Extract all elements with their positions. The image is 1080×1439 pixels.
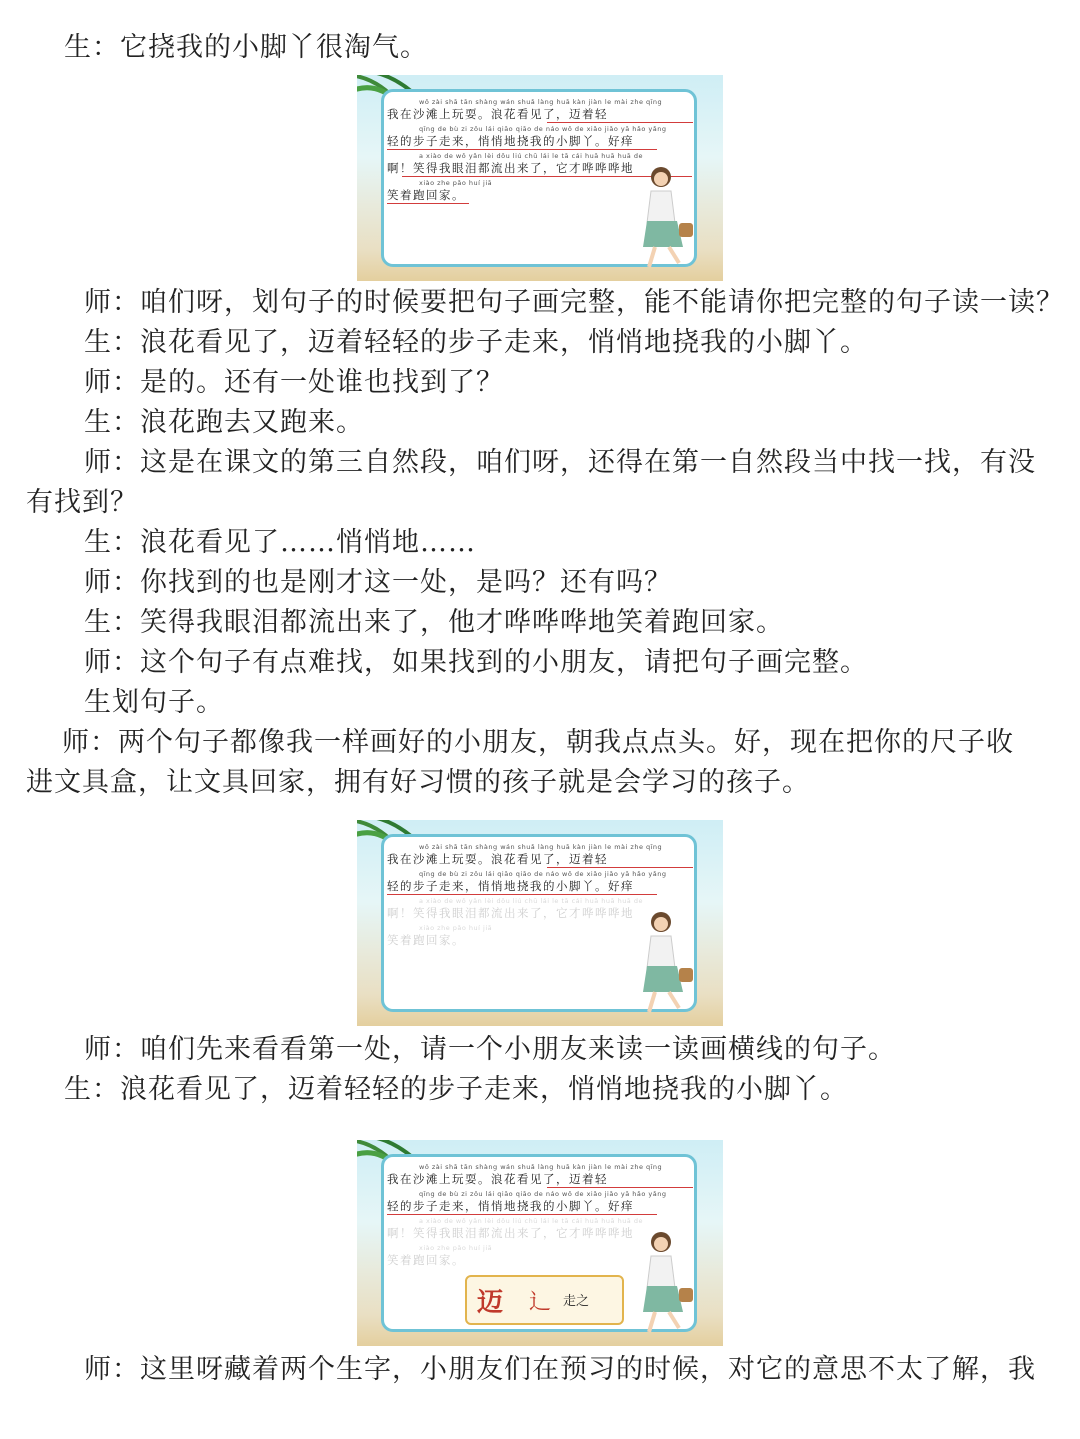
slide-text-line: 啊！笑得我眼泪都流出来了，它才哗哗哗地: [387, 161, 634, 175]
character-card: [465, 1275, 624, 1325]
slide-text-line: 笑着跑回家。: [387, 933, 465, 947]
pinyin-line: xiào zhe pǎo huí jiā: [419, 1244, 493, 1252]
girl-illustration-icon: [629, 908, 699, 1018]
pinyin-line: qīng de bù zi zǒu lái qiāo qiāo de náo wǒ de xiǎo jiǎo yā hǎo yǎng: [419, 125, 667, 133]
slide-text-line: 笑着跑回家。: [387, 188, 465, 202]
underline: [387, 894, 657, 895]
pinyin-line: a xiào de wǒ yǎn lèi dōu liú chū lái le tā cái huā huā huā de: [419, 152, 643, 160]
radical-name: 走之: [563, 1294, 590, 1309]
slide-text-line: 我在沙滩上玩耍。浪花看见了，迈着轻: [387, 852, 608, 866]
dialogue-line-7: 有找到？: [26, 487, 138, 518]
girl-illustration-icon: [629, 1228, 699, 1338]
underline: [547, 122, 693, 123]
slide-text-line: 笑着跑回家。: [387, 1253, 465, 1267]
dialogue-line-14: 进文具盒，让文具回家，拥有好习惯的孩子就是会学习的孩子。: [26, 767, 810, 798]
underline: [387, 149, 657, 150]
lesson-slide-2: [357, 820, 723, 1026]
underline: [547, 1187, 693, 1188]
dialogue-line-16: 生：浪花看见了，迈着轻轻的步子走来，悄悄地挠我的小脚丫。: [64, 1074, 848, 1105]
dialogue-line-11: 师：这个句子有点难找，如果找到的小朋友，请把句子画完整。: [84, 647, 868, 678]
dialogue-line-13: 师：两个句子都像我一样画好的小朋友，朝我点点头。好，现在把你的尺子收: [62, 727, 1014, 758]
pinyin-line: qīng de bù zi zǒu lái qiāo qiāo de náo wǒ de xiǎo jiǎo yā hǎo yǎng: [419, 1190, 667, 1198]
underline: [547, 867, 693, 868]
pinyin-line: xiào zhe pǎo huí jiā: [419, 179, 493, 187]
slide-text-line: 轻的步子走来，悄悄地挠我的小脚丫。好痒: [387, 1199, 634, 1213]
dialogue-line-10: 生：笑得我眼泪都流出来了，他才哗哗哗地笑着跑回家。: [84, 607, 784, 638]
underline: [387, 203, 469, 204]
pinyin-line: wǒ zài shā tān shàng wán shuǎ làng huā kàn jiàn le mài zhe qīng: [419, 98, 663, 106]
dialogue-line-3: 生：浪花看见了，迈着轻轻的步子走来，悄悄地挠我的小脚丫。: [84, 327, 868, 358]
lesson-slide-3: [357, 1140, 723, 1346]
slide-text-line: 轻的步子走来，悄悄地挠我的小脚丫。好痒: [387, 879, 634, 893]
dialogue-line-15: 师：咱们先来看看第一处，请一个小朋友来读一读画横线的句子。: [84, 1034, 896, 1065]
pinyin-line: wǒ zài shā tān shàng wán shuǎ làng huā kàn jiàn le mài zhe qīng: [419, 1163, 663, 1171]
dialogue-line-5: 生：浪花跑去又跑来。: [84, 407, 364, 438]
dialogue-line-2: 师：咱们呀，划句子的时候要把句子画完整，能不能请你把完整的句子读一读？: [84, 287, 1064, 318]
slide-text-line: 我在沙滩上玩耍。浪花看见了，迈着轻: [387, 1172, 608, 1186]
slide-text-line: 轻的步子走来，悄悄地挠我的小脚丫。好痒: [387, 134, 634, 148]
slide-text-line: 啊！笑得我眼泪都流出来了，它才哗哗哗地: [387, 1226, 634, 1240]
radical-character: 辶: [529, 1290, 552, 1315]
dialogue-line-4: 师：是的。还有一处谁也找到了？: [84, 367, 504, 398]
dialogue-line-6: 师：这是在课文的第三自然段，咱们呀，还得在第一自然段当中找一找，有没: [84, 447, 1036, 478]
pinyin-line: a xiào de wǒ yǎn lèi dōu liú chū lái le tā cái huā huā huā de: [419, 1217, 643, 1225]
slide-text-line: 我在沙滩上玩耍。浪花看见了，迈着轻: [387, 107, 608, 121]
dialogue-line-17: 师：这里呀藏着两个生字，小朋友们在预习的时候，对它的意思不太了解，我: [84, 1354, 1036, 1385]
dialogue-line-8: 生：浪花看见了……悄悄地……: [84, 527, 476, 558]
dialogue-line-9: 师：你找到的也是刚才这一处，是吗？还有吗？: [84, 567, 672, 598]
dialogue-line-1: 生：它挠我的小脚丫很淘气。: [64, 32, 428, 63]
pinyin-line: a xiào de wǒ yǎn lèi dōu liú chū lái le tā cái huā huā huā de: [419, 897, 643, 905]
pinyin-line: wǒ zài shā tān shàng wán shuǎ làng huā kàn jiàn le mài zhe qīng: [419, 843, 663, 851]
pinyin-line: qīng de bù zi zǒu lái qiāo qiāo de náo wǒ de xiǎo jiǎo yā hǎo yǎng: [419, 870, 667, 878]
slide-text-line: 啊！笑得我眼泪都流出来了，它才哗哗哗地: [387, 906, 634, 920]
featured-character: 迈: [477, 1288, 504, 1318]
girl-illustration-icon: [629, 163, 699, 273]
dialogue-line-12: 生划句子。: [84, 687, 224, 718]
underline: [387, 1214, 657, 1215]
lesson-slide-1: [357, 75, 723, 281]
pinyin-line: xiào zhe pǎo huí jiā: [419, 924, 493, 932]
